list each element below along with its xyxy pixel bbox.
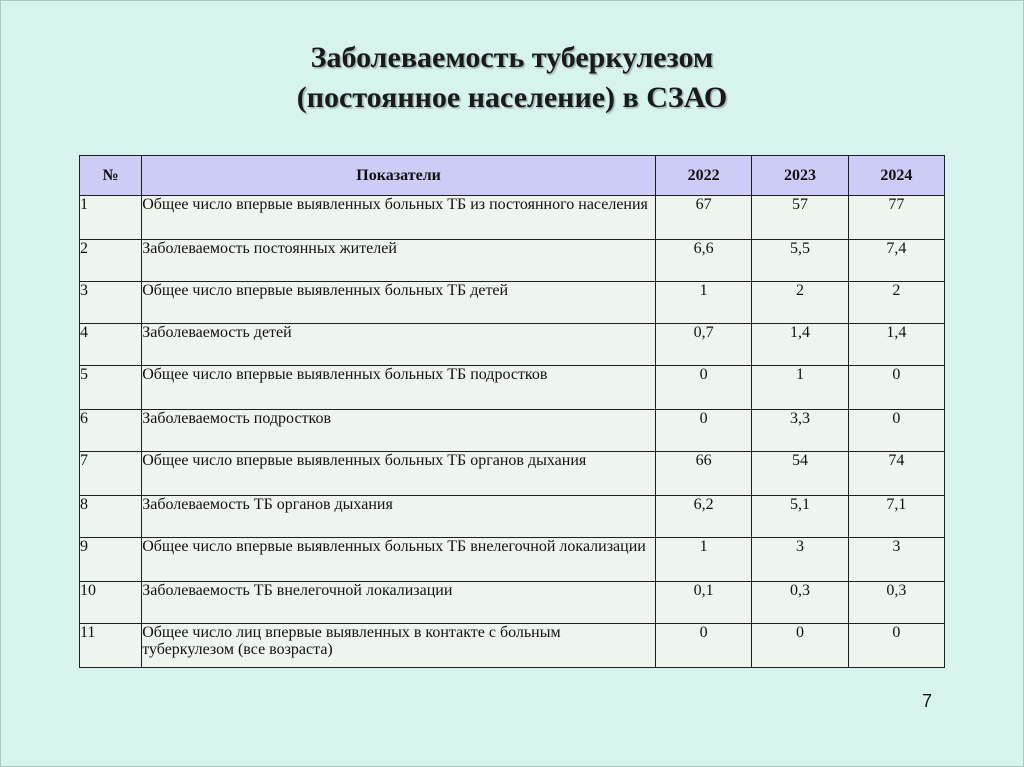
row-indicator: Общее число впервые выявленных больных ТБ из постоянного населения [142,196,656,240]
value-2023: 1,4 [752,324,848,366]
table-row [80,324,945,366]
header-year-2024: 2024 [848,156,944,196]
row-indicator: Заболеваемость детей [142,324,656,366]
value-2022: 0 [655,624,751,668]
row-indicator: Заболеваемость подростков [142,410,656,452]
value-2024: 0,3 [848,582,944,624]
value-2023: 3 [752,538,848,582]
row-number: 2 [80,240,142,282]
row-number: 8 [80,496,142,538]
incidence-table [79,155,945,668]
value-2023: 5,1 [752,496,848,538]
slide-title [0,38,1024,118]
row-number: 1 [80,196,142,240]
row-number: 3 [80,282,142,324]
value-2023: 0,3 [752,582,848,624]
value-2022: 0 [655,410,751,452]
value-2022: 0,1 [655,582,751,624]
table-row [80,624,945,668]
value-2024: 74 [848,452,944,496]
value-2022: 0 [655,366,751,410]
value-2024: 1,4 [848,324,944,366]
title-line-1: Заболеваемость туберкулезом [310,41,714,74]
value-2023: 0 [752,624,848,668]
row-number: 7 [80,452,142,496]
value-2022: 1 [655,282,751,324]
table-row [80,582,945,624]
value-2023: 2 [752,282,848,324]
row-indicator: Общее число впервые выявленных больных ТБ внелегочной локализации [142,538,656,582]
table-row [80,538,945,582]
title-line-2: (постоянное население) в СЗАО [296,81,728,114]
header-number: № [80,156,142,196]
value-2023: 54 [752,452,848,496]
value-2024: 0 [848,624,944,668]
value-2022: 6,2 [655,496,751,538]
table-row [80,452,945,496]
table-row [80,282,945,324]
table-row [80,410,945,452]
value-2024: 77 [848,196,944,240]
value-2022: 67 [655,196,751,240]
row-number: 4 [80,324,142,366]
value-2023: 3,3 [752,410,848,452]
value-2022: 6,6 [655,240,751,282]
row-number: 5 [80,366,142,410]
value-2024: 7,1 [848,496,944,538]
header-indicator: Показатели [142,156,656,196]
value-2024: 7,4 [848,240,944,282]
row-indicator: Заболеваемость постоянных жителей [142,240,656,282]
row-indicator: Общее число впервые выявленных больных ТБ подростков [142,366,656,410]
row-indicator: Общее число впервые выявленных больных ТБ органов дыхания [142,452,656,496]
row-number: 10 [80,582,142,624]
header-year-2022: 2022 [655,156,751,196]
value-2023: 1 [752,366,848,410]
table-row [80,496,945,538]
value-2024: 0 [848,366,944,410]
table-header-row [80,156,945,196]
value-2024: 3 [848,538,944,582]
header-year-2023: 2023 [752,156,848,196]
row-indicator: Заболеваемость ТБ органов дыхания [142,496,656,538]
value-2024: 2 [848,282,944,324]
value-2024: 0 [848,410,944,452]
row-indicator: Заболеваемость ТБ внелегочной локализации [142,582,656,624]
page-number: 7 [921,691,932,711]
row-number: 9 [80,538,142,582]
value-2022: 1 [655,538,751,582]
row-indicator: Общее число впервые выявленных больных ТБ детей [142,282,656,324]
value-2022: 0,7 [655,324,751,366]
value-2023: 5,5 [752,240,848,282]
table-row [80,366,945,410]
row-indicator: Общее число лиц впервые выявленных в контакте с больным туберкулезом (все возраста) [142,624,656,668]
row-number: 11 [80,624,142,668]
value-2023: 57 [752,196,848,240]
table-row [80,240,945,282]
table-row [80,196,945,240]
row-number: 6 [80,410,142,452]
value-2022: 66 [655,452,751,496]
